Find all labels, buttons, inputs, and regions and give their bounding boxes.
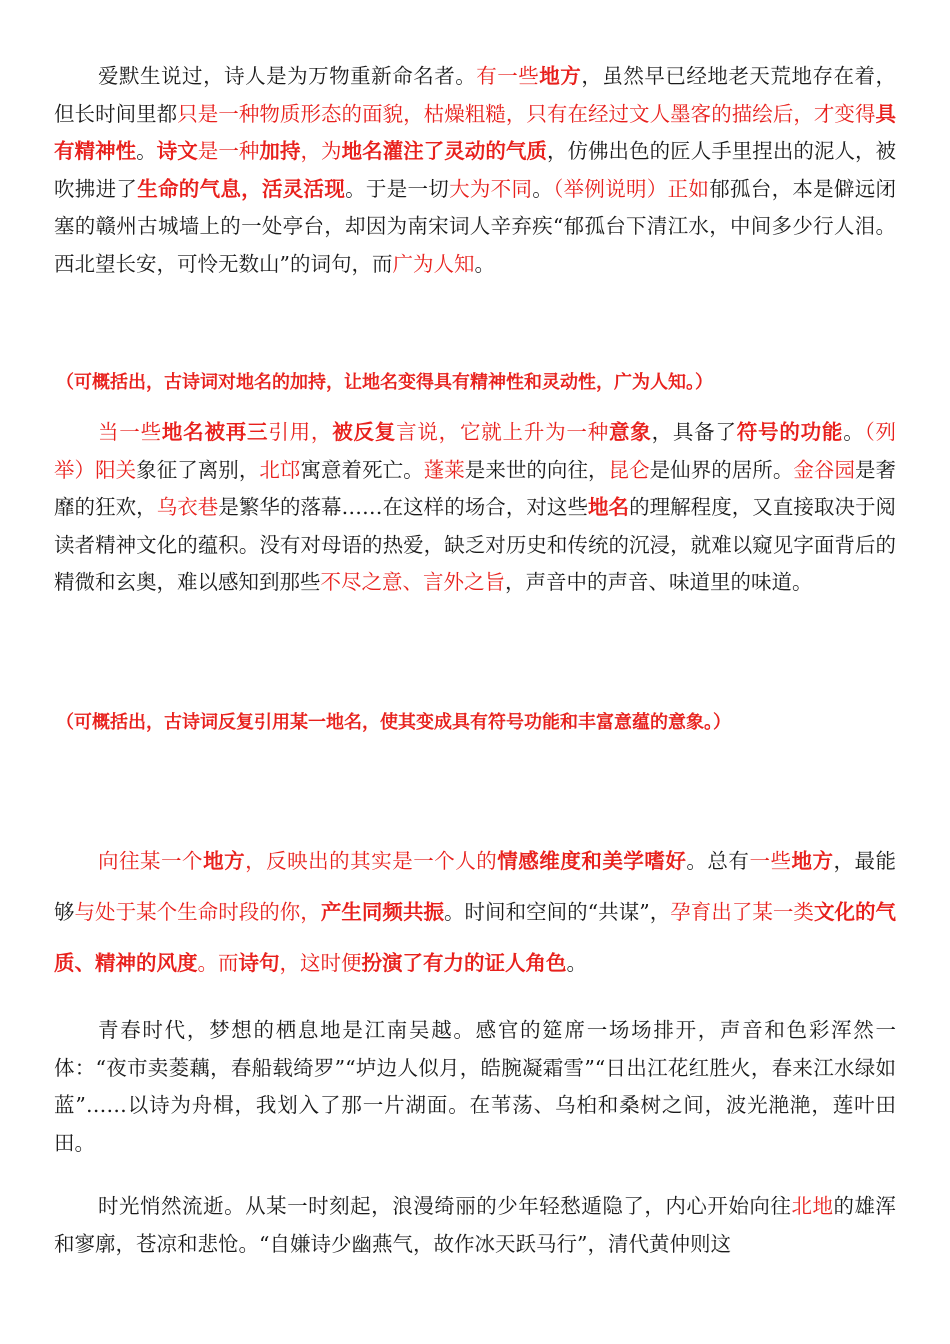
body-text: 。 [532,176,554,201]
body-text: 青春时代，梦想的栖息地是江南吴越。感官的筵席一场场排开，声音和色彩浑然一体：“夜市卖菱藕，春船载绮罗”“垆边人似月，皓腕凝霜雪”“日出江花红胜火，春来江水绿如蓝”……以诗为舟楫，我划入了那一片湖面。在苇荡、乌桕和桑树之间，波光滟滟，莲叶田田。 [54,1018,896,1155]
summary-note-1: （可概括出，古诗词对地名的加持，让地名变得具有精神性和灵动性，广为人知。） [56,372,713,393]
body-text: 寓意着死亡。 [300,457,424,482]
highlighted-text: 不尽之意、言外之旨 [320,570,505,595]
highlighted-text: （列举）阳关 [54,420,897,482]
highlighted-text: ，为 [300,139,342,164]
body-text: 是来世的向往， [464,457,609,482]
highlighted-text: 扮演了有力的证人角色 [361,951,567,975]
body-text: ，具备了 [651,420,737,444]
highlighted-text: 北邙 [259,457,301,482]
body-text: ，声音中的声音、味道里的味道。 [505,570,813,595]
highlighted-text: 地名被再三 [161,420,269,444]
body-text: 。时间和空间的“共谋”， [444,900,671,924]
body-text: 是仙界的居所。 [649,457,794,482]
body-text: 是奢靡的狂欢， [54,457,897,520]
paragraph-youth-jiangnan [54,1012,896,1162]
highlighted-text: 是一种 [197,139,260,164]
highlighted-text: 与处于某个生命时段的你， [74,900,321,924]
highlighted-text: 加持 [259,139,301,164]
paragraph-northern-land [54,1188,896,1263]
highlighted-text: 诗句 [238,951,280,975]
paragraph-place-names-symbols [54,414,896,602]
body-text: 。 [136,139,157,164]
highlighted-text: 引用， [268,420,333,444]
body-text: ，仿佛出色的匠人手里捏出的泥人，被吹拂进了 [54,139,897,201]
body-text: 。于是一切 [345,176,450,201]
body-text: 。总有 [686,849,750,873]
highlighted-text: 生命的气息，活灵活现 [137,176,346,201]
highlighted-text: 大为不同 [449,176,533,201]
highlighted-text: 昆仑 [608,457,650,482]
highlighted-text: 言说，它就上升为一种 [396,420,609,444]
body-text: 的雄浑和寥廓，苍凉和悲怆。“自嫌诗少幽燕气，故作冰天跃马行”，清代黄仲则这 [54,1194,897,1256]
body-text: 郁孤台，本是僻远闭塞的赣州古城墙上的一处亭台，却因为南宋词人辛弃疾“郁孤台下清江水，中间多少行人泪。西北望长安，可怜无数山”的词句，而 [54,176,897,276]
highlighted-text: 被反复 [332,420,397,444]
highlighted-text: 地方 [539,64,582,88]
body-text: 爱默生说过，诗人是为万物重新命名者。 [98,64,477,88]
highlighted-text: 文化的气质、精神的风度 [54,900,897,975]
body-text: 。 [843,420,865,444]
highlighted-text: 地方 [203,849,246,873]
body-text: 是繁华的落幕……在这样的场合，对这些 [218,495,588,520]
highlighted-text: 金谷园 [793,457,856,482]
paragraph-place-names-spirit [54,58,896,284]
highlighted-text: 北地 [791,1194,834,1218]
highlighted-text: 向往某一个 [98,849,204,873]
highlighted-text: 地方 [791,849,834,873]
highlighted-text: 蓬莱 [423,457,465,482]
body-text: 时光悄然流逝。从某一时刻起，浪漫绮丽的少年轻愁遁隐了，内心开始向往 [98,1194,792,1218]
highlighted-text: 地名 [587,495,630,520]
highlighted-text: 具有精神性 [54,101,897,164]
highlighted-text: ，这时便 [279,951,362,975]
highlighted-text: 广为人知 [392,251,475,276]
highlighted-text: ，反映出的其实是一个人的 [245,849,498,873]
body-text: 象征了离别， [136,457,260,482]
highlighted-text: （举例说明）正如 [553,176,710,201]
body-text: 。 [566,951,587,975]
highlighted-text: 一些 [749,849,792,873]
body-text: ，最能够 [54,849,897,924]
highlighted-text: 当一些 [98,420,162,444]
body-text: 的理解程度，又直接取决于阅读者精神文化的蕴积。没有对母语的热爱，缺乏对历史和传统的沉浸，就难以窥见字面背后的精微和玄奥，难以感知到那些 [54,495,897,595]
highlighted-text: 产生同频共振 [320,900,444,924]
highlighted-text: 孕育出了某一类 [670,900,814,924]
highlighted-text: 。 [197,951,218,975]
highlighted-text: 乌衣巷 [156,495,219,520]
highlighted-text: 意象 [608,420,652,444]
paragraph-yearning-places [54,836,896,989]
highlighted-text: 而 [218,951,239,975]
body-text: 。 [474,251,495,276]
highlighted-text: 有一些 [476,64,540,88]
highlighted-text: 只是一种物质形态的面貌，枯燥粗糙，只有在经过文人墨客的描绘后，才变得 [177,101,876,126]
summary-note-2: （可概括出，古诗词反复引用某一地名，使其变成具有符号功能和丰富意蕴的意象。） [56,712,731,733]
highlighted-text: 地名灌注了灵动的气质 [341,139,547,164]
highlighted-text: 诗文 [156,139,198,164]
highlighted-text: 符号的功能 [736,420,844,444]
body-text: ，虽然早已经地老天荒地存在着，但长时间里都 [54,64,897,126]
highlighted-text: 情感维度和美学嗜好 [497,849,687,873]
